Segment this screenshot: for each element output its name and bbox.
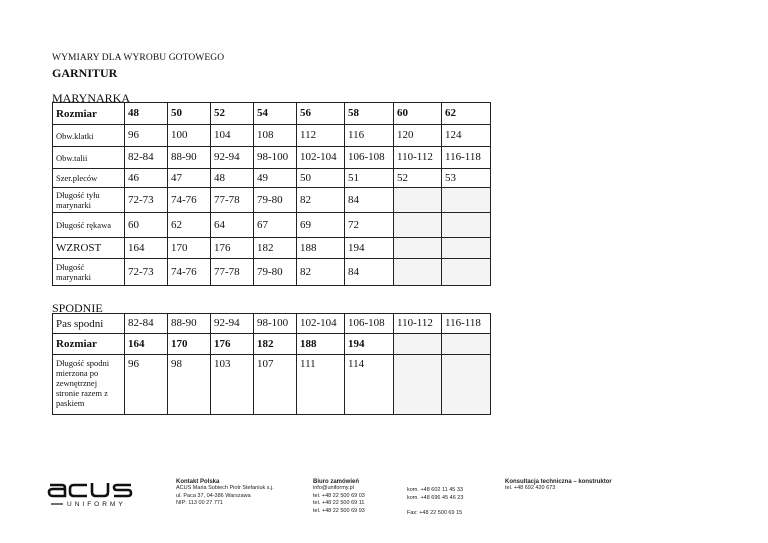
contact-title: Kontakt Polska xyxy=(176,479,220,485)
value-cell: 84 xyxy=(345,259,394,286)
value-cell: 47 xyxy=(168,169,211,188)
contact-line: ACUS Maria Sobiech Piotr Stefaniuk s.j. xyxy=(176,485,274,491)
row-label: Pas spodni xyxy=(53,314,125,334)
size-cell: 56 xyxy=(297,103,345,125)
value-cell: 110-112 xyxy=(394,147,442,169)
value-cell: 72-73 xyxy=(125,259,168,286)
trousers-section-label: SPODNIE xyxy=(52,301,103,315)
table-row xyxy=(53,147,491,169)
value-cell: 79-80 xyxy=(254,259,297,286)
row-label: Szer.pleców xyxy=(53,169,125,188)
value-cell: 82 xyxy=(297,188,345,213)
value-cell: 69 xyxy=(297,213,345,238)
value-cell: 194 xyxy=(345,238,394,259)
row-label: Obw.klatki xyxy=(53,125,125,147)
table-row xyxy=(53,238,491,259)
row-label: Długość spodni mierzona po zewnętrznej stronie razem z paskiem xyxy=(53,355,125,415)
value-cell: 79-80 xyxy=(254,188,297,213)
consult-title: Konsultacja techniczna – konstruktor xyxy=(505,479,612,485)
orders-phone: tel. +48 22 500 69 93 xyxy=(313,507,365,514)
size-cell: 62 xyxy=(442,103,491,125)
empty-cell xyxy=(394,334,442,355)
value-cell: 112 xyxy=(297,125,345,147)
empty-cell xyxy=(394,259,442,286)
empty-cell xyxy=(442,188,491,213)
value-cell: 120 xyxy=(394,125,442,147)
contact-block xyxy=(176,479,296,508)
size-header-label: Rozmiar xyxy=(53,103,125,125)
empty-cell xyxy=(442,334,491,355)
contact-line: NIP: 113 00 27 771 xyxy=(176,500,223,506)
value-cell: 170 xyxy=(168,334,211,355)
size-cell: 48 xyxy=(125,103,168,125)
empty-cell xyxy=(442,355,491,415)
contact-line: ul. Paca 37, 04-386 Warszawa xyxy=(176,492,251,499)
value-cell: 74-76 xyxy=(168,188,211,213)
empty-cell xyxy=(442,238,491,259)
value-cell: 84 xyxy=(345,188,394,213)
size-cell: 60 xyxy=(394,103,442,125)
value-cell: 49 xyxy=(254,169,297,188)
orders-phone: tel. +48 22 500 69 11 xyxy=(313,500,365,506)
row-label: Obw.talii xyxy=(53,147,125,169)
trousers-size-table xyxy=(52,313,491,415)
mobile-block xyxy=(407,487,487,518)
orders-email[interactable]: info@uniformy.pl xyxy=(313,485,354,491)
value-cell: 46 xyxy=(125,169,168,188)
value-cell: 188 xyxy=(297,334,345,355)
value-cell: 72 xyxy=(345,213,394,238)
value-cell: 74-76 xyxy=(168,259,211,286)
mobile-phone: kom. +48 696 45 46 23 xyxy=(407,494,464,501)
value-cell: 51 xyxy=(345,169,394,188)
table-row xyxy=(53,125,491,147)
value-cell: 100 xyxy=(168,125,211,147)
value-cell: 176 xyxy=(211,238,254,259)
value-cell: 116-118 xyxy=(442,147,491,169)
value-cell: 92-94 xyxy=(211,314,254,334)
document-subtitle: WYMIARY DLA WYROBU GOTOWEGO xyxy=(52,53,225,63)
table-row xyxy=(53,355,491,415)
jacket-size-table xyxy=(52,102,491,286)
value-cell: 164 xyxy=(125,238,168,259)
value-cell: 96 xyxy=(125,355,168,415)
value-cell: 124 xyxy=(442,125,491,147)
value-cell: 64 xyxy=(211,213,254,238)
consult-phone: tel. +48 692 420 673 xyxy=(505,485,556,491)
value-cell: 104 xyxy=(211,125,254,147)
value-cell: 72-73 xyxy=(125,188,168,213)
table-row xyxy=(53,334,491,355)
value-cell: 62 xyxy=(168,213,211,238)
size-cell: 50 xyxy=(168,103,211,125)
empty-cell xyxy=(442,213,491,238)
value-cell: 50 xyxy=(297,169,345,188)
fax-number: Fax: +48 22 500 69 15 xyxy=(407,510,463,516)
value-cell: 102-104 xyxy=(297,314,345,334)
orders-block xyxy=(313,479,393,515)
value-cell: 88-90 xyxy=(168,314,211,334)
value-cell: 106-108 xyxy=(345,314,394,334)
size-cell: 58 xyxy=(345,103,394,125)
empty-cell xyxy=(394,355,442,415)
value-cell: 103 xyxy=(211,355,254,415)
orders-phone: tel. +48 22 500 69 03 xyxy=(313,492,365,499)
table-row xyxy=(53,169,491,188)
row-label: Długość rękawa xyxy=(53,213,125,238)
value-cell: 98-100 xyxy=(254,314,297,334)
value-cell: 82-84 xyxy=(125,147,168,169)
jacket-header-row xyxy=(53,103,491,125)
value-cell: 114 xyxy=(345,355,394,415)
row-label: Rozmiar xyxy=(53,334,125,355)
svg-text:UNIFORMY: UNIFORMY xyxy=(67,501,126,508)
value-cell: 116-118 xyxy=(442,314,491,334)
value-cell: 102-104 xyxy=(297,147,345,169)
value-cell: 188 xyxy=(297,238,345,259)
value-cell: 176 xyxy=(211,334,254,355)
table-row xyxy=(53,314,491,334)
row-label: Długość marynarki xyxy=(53,259,125,286)
row-label: Długość tyłu marynarki xyxy=(53,188,125,213)
value-cell: 182 xyxy=(254,334,297,355)
acus-logo-graphic xyxy=(47,479,145,509)
value-cell: 88-90 xyxy=(168,147,211,169)
table-row xyxy=(53,259,491,286)
value-cell: 92-94 xyxy=(211,147,254,169)
value-cell: 53 xyxy=(442,169,491,188)
value-cell: 182 xyxy=(254,238,297,259)
value-cell: 98 xyxy=(168,355,211,415)
empty-cell xyxy=(394,238,442,259)
value-cell: 194 xyxy=(345,334,394,355)
value-cell: 77-78 xyxy=(211,188,254,213)
row-label: WZROST xyxy=(53,238,125,259)
orders-title: Biuro zamówień xyxy=(313,479,360,485)
value-cell: 52 xyxy=(394,169,442,188)
value-cell: 98-100 xyxy=(254,147,297,169)
empty-cell xyxy=(442,259,491,286)
size-cell: 52 xyxy=(211,103,254,125)
value-cell: 106-108 xyxy=(345,147,394,169)
value-cell: 82 xyxy=(297,259,345,286)
consult-block xyxy=(505,479,645,493)
mobile-phone: kom. +48 602 11 45 33 xyxy=(407,487,464,493)
value-cell: 96 xyxy=(125,125,168,147)
value-cell: 164 xyxy=(125,334,168,355)
value-cell: 108 xyxy=(254,125,297,147)
table-row xyxy=(53,188,491,213)
value-cell: 77-78 xyxy=(211,259,254,286)
jacket-section-label: MARYNARKA xyxy=(52,91,131,105)
value-cell: 116 xyxy=(345,125,394,147)
empty-cell xyxy=(394,213,442,238)
document-title: GARNITUR xyxy=(52,66,118,80)
value-cell: 107 xyxy=(254,355,297,415)
value-cell: 67 xyxy=(254,213,297,238)
empty-cell xyxy=(394,188,442,213)
value-cell: 110-112 xyxy=(394,314,442,334)
table-row xyxy=(53,213,491,238)
value-cell: 60 xyxy=(125,213,168,238)
value-cell: 48 xyxy=(211,169,254,188)
value-cell: 170 xyxy=(168,238,211,259)
value-cell: 82-84 xyxy=(125,314,168,334)
acus-logo xyxy=(47,479,145,509)
size-cell: 54 xyxy=(254,103,297,125)
value-cell: 111 xyxy=(297,355,345,415)
